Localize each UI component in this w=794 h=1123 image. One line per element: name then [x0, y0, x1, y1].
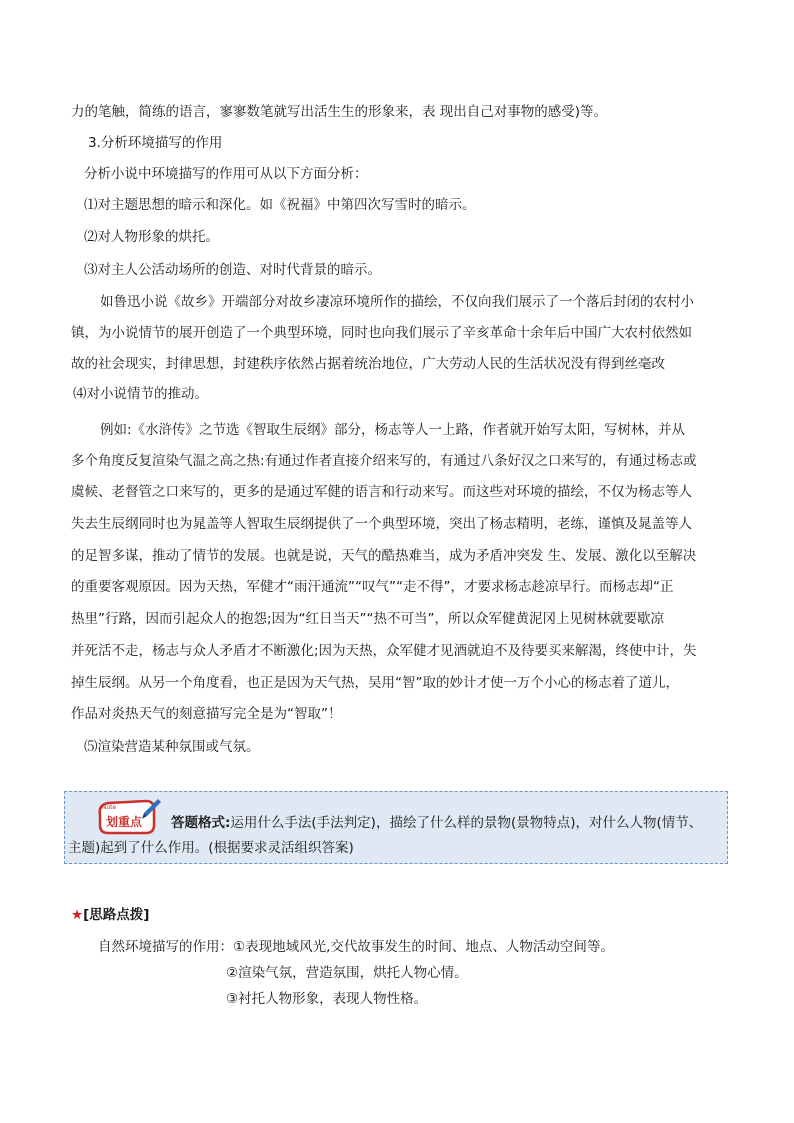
- paragraph-line: 分析小说中环境描写的作用可从以下方面分析：: [84, 166, 368, 182]
- list-item: ⑴对主题思想的暗示和深化。如《祝福》中第四次写雪时的暗示。: [84, 197, 476, 213]
- stamp-note-text: Note: [102, 804, 117, 811]
- list-item: ⑷对小说情节的推动。: [73, 386, 208, 402]
- stamp-text: 划重点: [106, 815, 143, 829]
- paragraph-line: 的重要客观原因。因为天热，军健才“雨汗通流”“叹气”“走不得”，才要求杨志趁凉早行。而杨志却“正: [71, 579, 674, 595]
- paragraph-line: 的足智多谋，推动了情节的发展。也就是说，天气的酷热难当，成为矛盾冲突发 生、发展、激化以至解决: [71, 548, 697, 564]
- list-item: ⑸渲染营造某种氛围或气氛。: [84, 739, 260, 755]
- paragraph-line: 如鲁迅小说《故乡》开端部分对故乡凄凉环境所作的描绘，不仅向我们展示了一个落后封闭的农村小: [100, 294, 694, 310]
- tips-line: ③衬托人物形象，表现人物性格。: [226, 991, 428, 1007]
- callout-line-2: 主题)起到了什么作用。(根据要求灵活组织答案): [68, 840, 354, 856]
- paragraph-line: 并死活不走，杨志与众人矛盾才不断激化;因为天热，众军健才见酒就迫不及待要买来解渴，终使中计，失: [71, 643, 697, 659]
- highlight-stamp-icon: [94, 795, 162, 837]
- paragraph-line: 力的笔触，简练的语言，寥寥数笔就写出活生生的形象来，表 现出自己对事物的感受)等。: [71, 104, 608, 120]
- callout-text: 运用什么手法(手法判定)，描绘了什么样的景物(景物特点)，对什么人物(情节、: [230, 815, 703, 831]
- paragraph-line: 例如:《水浒传》之节选《智取生辰纲》部分，杨志等人一上路，作者就开始写太阳，写树林，并从: [100, 422, 686, 438]
- paragraph-line: 镇，为小说情节的展开创造了一个典型环境，同时也向我们展示了辛亥革命十余年后中国广大农村依然如: [71, 325, 692, 341]
- paragraph-line: 热里”行路，因而引起众人的抱怨;因为“红日当天”“热不可当”，所以众军健黄泥冈上见树林就要歇凉: [71, 611, 665, 627]
- paragraph-line: 失去生辰纲同时也为晁盖等人智取生辰纲提供了一个典型环境，突出了杨志精明，老练，谨慎及晁盖等人: [71, 516, 692, 532]
- list-item: ⑵对人物形象的烘托。: [84, 229, 219, 245]
- list-item: ⑶对主人公活动场所的创造、对时代背景的暗示。: [84, 262, 381, 278]
- section-title: 3.分析环境描写的作用: [88, 135, 223, 151]
- paragraph-line: 作品对炎热天气的刻意描写完全是为“智取”！: [71, 706, 342, 722]
- callout-label: 答题格式:: [171, 815, 231, 831]
- paragraph-line: 掉生辰纲。从另一个角度看，也正是因为天气热，吴用“智”取的妙计才使一万个小心的杨志着了道儿，: [71, 675, 679, 691]
- star-icon: ★: [71, 907, 84, 923]
- tips-heading: [71, 905, 149, 925]
- paragraph-line: 多个角度反复渲染气温之高之热:有通过作者直接介绍来写的，有通过八条好汉之口来写的，有通过杨志或: [71, 453, 697, 469]
- tips-line: 自然环境描写的作用：①表现地域风光,交代故事发生的时间、地点、人物活动空间等。: [98, 939, 614, 955]
- paragraph-line: 故的社会现实，封律思想，封建秩序依然占据着统治地位，广大劳动人民的生活状况没有得到丝毫改: [71, 356, 665, 372]
- tips-heading-text: [思路点拨]: [83, 907, 150, 923]
- paragraph-line: 虞候、老督管之口来写的，更多的是通过军健的语言和行动来写。而这些对环境的描绘，不仅为杨志等人: [71, 484, 692, 500]
- tips-line: ②渲染气氛，营造氛围，烘托人物心情。: [226, 965, 468, 981]
- callout-line-1: [171, 813, 702, 833]
